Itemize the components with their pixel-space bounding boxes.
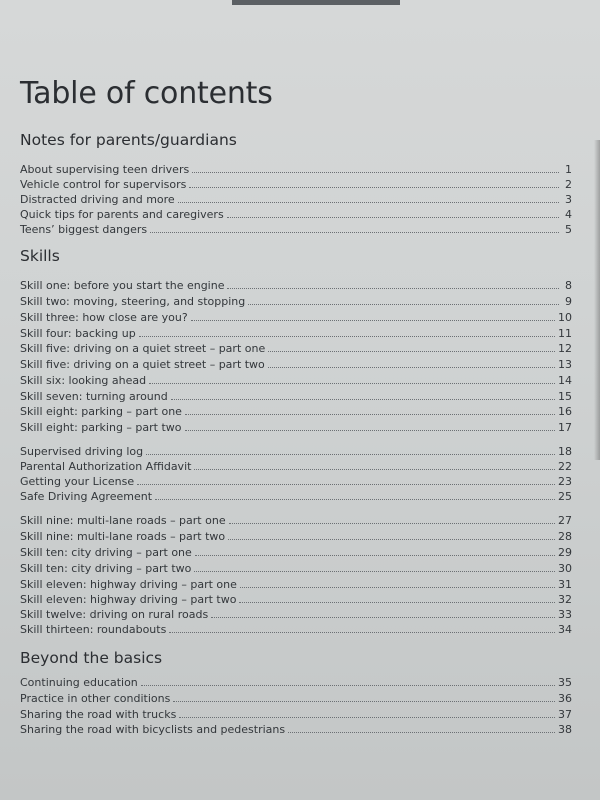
toc-entry-page: 38 bbox=[558, 723, 572, 736]
toc-leader bbox=[189, 186, 559, 188]
toc-leader bbox=[155, 498, 555, 500]
toc-leader bbox=[228, 538, 555, 540]
toc-entry-label: Skill twelve: driving on rural roads bbox=[20, 608, 209, 621]
toc-entry-page: 10 bbox=[558, 311, 572, 324]
toc-entry-label: Skill eleven: highway driving – part one bbox=[20, 578, 237, 591]
toc-leader bbox=[288, 731, 555, 733]
toc-entry-label: Parental Authorization Affidavit bbox=[20, 460, 192, 473]
toc-entry-label: Sharing the road with bicyclists and pedestrians bbox=[20, 723, 286, 736]
toc-entry[interactable] bbox=[20, 442, 572, 458]
toc-entry[interactable] bbox=[20, 511, 572, 527]
toc-entry-label: Vehicle control for supervisors bbox=[20, 178, 187, 191]
toc-leader bbox=[195, 554, 555, 556]
toc-entry-label: Distracted driving and more bbox=[20, 193, 175, 206]
section-heading-notes: Notes for parents/guardians bbox=[20, 131, 237, 149]
toc-entry-page: 3 bbox=[565, 193, 572, 206]
toc-entry[interactable] bbox=[20, 673, 572, 689]
toc-leader bbox=[141, 684, 555, 686]
toc-entry[interactable] bbox=[20, 175, 572, 191]
toc-entry-label: Skill eight: parking – part one bbox=[20, 405, 182, 418]
toc-entry-page: 16 bbox=[558, 405, 572, 418]
toc-entry-page: 22 bbox=[558, 460, 572, 473]
toc-leader bbox=[227, 287, 559, 289]
toc-entry-label: Sharing the road with trucks bbox=[20, 708, 177, 721]
toc-leader bbox=[149, 382, 555, 384]
toc-entry-page: 2 bbox=[565, 178, 572, 191]
toc-entry-label: Skill eight: parking – part two bbox=[20, 421, 182, 434]
toc-entry-page: 34 bbox=[558, 623, 572, 636]
toc-entry-label: Skill ten: city driving – part two bbox=[20, 562, 192, 575]
toc-entry[interactable] bbox=[20, 575, 572, 591]
toc-entry-label: Safe Driving Agreement bbox=[20, 490, 153, 503]
toc-entry[interactable] bbox=[20, 705, 572, 721]
toc-entry[interactable] bbox=[20, 457, 572, 473]
toc-leader bbox=[191, 319, 555, 321]
toc-entry-label: Skill four: backing up bbox=[20, 327, 136, 340]
toc-entry[interactable] bbox=[20, 371, 572, 387]
toc-entry-label: Skill seven: turning around bbox=[20, 390, 168, 403]
toc-entry-page: 32 bbox=[558, 593, 572, 606]
toc-leader bbox=[211, 616, 555, 618]
toc-entry-label: About supervising teen drivers bbox=[20, 163, 190, 176]
toc-entry-label: Teens’ biggest dangers bbox=[20, 223, 148, 236]
toc-entry[interactable] bbox=[20, 292, 572, 308]
toc-entry-label: Skill nine: multi-lane roads – part one bbox=[20, 514, 226, 527]
toc-entry[interactable] bbox=[20, 276, 572, 292]
toc-leader bbox=[150, 231, 559, 233]
toc-entry[interactable] bbox=[20, 308, 572, 324]
toc-entry[interactable] bbox=[20, 387, 572, 403]
section-heading-skills: Skills bbox=[20, 247, 60, 265]
toc-leader bbox=[146, 453, 555, 455]
toc-entry-label: Skill thirteen: roundabouts bbox=[20, 623, 167, 636]
toc-entry-page: 37 bbox=[558, 708, 572, 721]
toc-entry[interactable] bbox=[20, 620, 572, 636]
toc-entry-page: 18 bbox=[558, 445, 572, 458]
toc-leader bbox=[178, 201, 559, 203]
toc-entry-page: 35 bbox=[558, 676, 572, 689]
toc-entry[interactable] bbox=[20, 205, 572, 221]
section-heading-beyond: Beyond the basics bbox=[20, 649, 163, 667]
toc-entry-label: Skill nine: multi-lane roads – part two bbox=[20, 530, 226, 543]
toc-entry-page: 14 bbox=[558, 374, 572, 387]
toc-leader bbox=[185, 429, 555, 431]
toc-entry-page: 11 bbox=[558, 327, 572, 340]
toc-entry-label: Skill eleven: highway driving – part two bbox=[20, 593, 237, 606]
toc-entry-label: Skill six: looking ahead bbox=[20, 374, 147, 387]
toc-leader bbox=[171, 398, 555, 400]
toc-entry-page: 29 bbox=[558, 546, 572, 559]
toc-entry-page: 17 bbox=[558, 421, 572, 434]
toc-leader bbox=[179, 716, 555, 718]
toc-entry-page: 36 bbox=[558, 692, 572, 705]
toc-entry[interactable] bbox=[20, 190, 572, 206]
toc-entry-label: Skill two: moving, steering, and stopping bbox=[20, 295, 246, 308]
toc-leader bbox=[268, 366, 555, 368]
toc-entry[interactable] bbox=[20, 220, 572, 236]
toc-entry[interactable] bbox=[20, 418, 572, 434]
toc-entry-page: 31 bbox=[558, 578, 572, 591]
toc-entry[interactable] bbox=[20, 559, 572, 575]
toc-entry[interactable] bbox=[20, 160, 572, 176]
toc-entry-label: Supervised driving log bbox=[20, 445, 144, 458]
toc-leader bbox=[229, 522, 555, 524]
toc-entry[interactable] bbox=[20, 527, 572, 543]
toc-entry-page: 12 bbox=[558, 342, 572, 355]
toc-entry-page: 15 bbox=[558, 390, 572, 403]
toc-entry[interactable] bbox=[20, 355, 572, 371]
toc-entry-label: Skill five: driving on a quiet street – part one bbox=[20, 342, 266, 355]
toc-entry-page: 27 bbox=[558, 514, 572, 527]
toc-entry-label: Practice in other conditions bbox=[20, 692, 171, 705]
toc-leader bbox=[173, 700, 555, 702]
toc-entry[interactable] bbox=[20, 472, 572, 488]
toc-entry-label: Skill three: how close are you? bbox=[20, 311, 188, 324]
toc-leader bbox=[169, 631, 555, 633]
toc-entry[interactable] bbox=[20, 402, 572, 418]
toc-leader bbox=[227, 216, 559, 218]
toc-entry-page: 1 bbox=[565, 163, 572, 176]
toc-entry-label: Skill one: before you start the engine bbox=[20, 279, 225, 292]
toc-entry[interactable] bbox=[20, 720, 572, 736]
toc-entry-label: Getting your License bbox=[20, 475, 135, 488]
toc-entry[interactable] bbox=[20, 339, 572, 355]
toc-entry-page: 9 bbox=[565, 295, 572, 308]
toc-entry-page: 4 bbox=[565, 208, 572, 221]
toc-leader bbox=[239, 601, 555, 603]
toc-entry-page: 30 bbox=[558, 562, 572, 575]
toc-entry-label: Quick tips for parents and caregivers bbox=[20, 208, 224, 221]
toc-leader bbox=[240, 586, 555, 588]
toc-entry-page: 25 bbox=[558, 490, 572, 503]
toc-entry-label: Skill ten: city driving – part one bbox=[20, 546, 192, 559]
toc-leader bbox=[194, 468, 555, 470]
toc-leader bbox=[248, 303, 559, 305]
toc-entry-label: Continuing education bbox=[20, 676, 138, 689]
toc-entry[interactable] bbox=[20, 543, 572, 559]
toc-entry[interactable] bbox=[20, 605, 572, 621]
toc-leader bbox=[137, 483, 555, 485]
toc-leader bbox=[194, 570, 555, 572]
toc-entry[interactable] bbox=[20, 689, 572, 705]
toc-entry-page: 28 bbox=[558, 530, 572, 543]
toc-entry-page: 13 bbox=[558, 358, 572, 371]
toc-entry-page: 23 bbox=[558, 475, 572, 488]
toc-entry-page: 33 bbox=[558, 608, 572, 621]
toc-leader bbox=[185, 413, 555, 415]
toc-leader bbox=[139, 335, 555, 337]
page-edge-mark bbox=[232, 0, 400, 5]
toc-leader bbox=[192, 171, 559, 173]
toc-entry-label: Skill five: driving on a quiet street – part two bbox=[20, 358, 265, 371]
toc-leader bbox=[268, 350, 555, 352]
page-shadow bbox=[594, 140, 600, 460]
toc-entry[interactable] bbox=[20, 487, 572, 503]
toc-entry-page: 8 bbox=[565, 279, 572, 292]
toc-entry[interactable] bbox=[20, 324, 572, 340]
page-title: Table of contents bbox=[20, 76, 273, 111]
toc-entry-page: 5 bbox=[565, 223, 572, 236]
toc-entry[interactable] bbox=[20, 590, 572, 606]
